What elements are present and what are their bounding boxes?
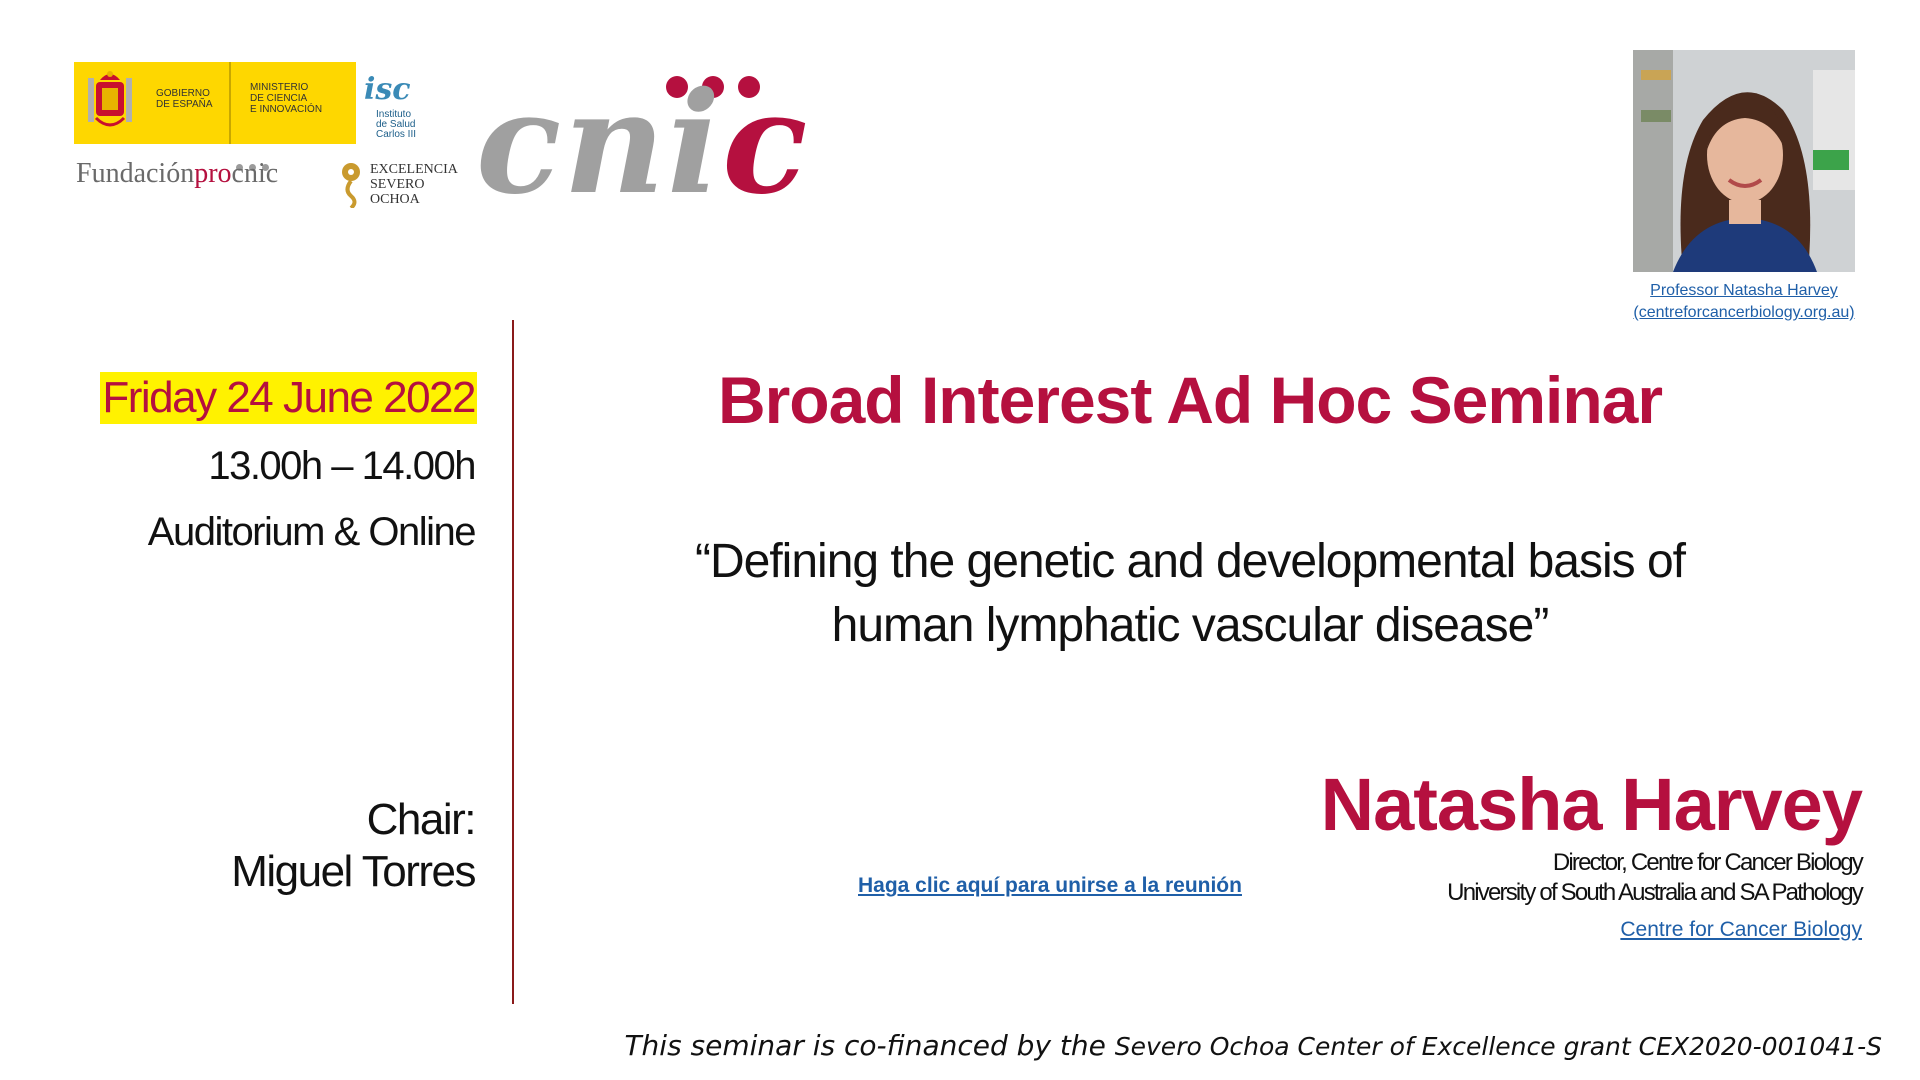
footer-text-part-1: This seminar is co-financed by the xyxy=(624,1029,1115,1062)
severo-ochoa-icon xyxy=(340,160,362,208)
speaker-photo xyxy=(1633,50,1855,272)
talk-title xyxy=(560,530,1820,658)
chair-label: Chair: xyxy=(366,795,475,844)
fundacion-procnic-logo xyxy=(76,158,278,190)
photo-caption-link[interactable]: Professor Natasha Harvey xyxy=(1650,282,1838,299)
excelencia-label: EXCELENCIA SEVERO OCHOA xyxy=(370,162,458,207)
logo-divider xyxy=(229,62,231,144)
isc-mark-icon: isc xyxy=(364,72,411,107)
cnic-label: cnic xyxy=(231,158,279,189)
photo-caption xyxy=(1600,280,1888,324)
spain-coat-of-arms-icon xyxy=(82,68,138,138)
vertical-divider xyxy=(512,320,514,1004)
gobierno-espana-logo xyxy=(74,62,356,144)
gobierno-label: GOBIERNO DE ESPAÑA xyxy=(156,88,213,110)
speaker-affiliation xyxy=(1447,848,1862,908)
pro-label: pro xyxy=(194,158,232,189)
excelencia-severo-ochoa-logo xyxy=(340,160,460,210)
instituto-salud-carlos-iii-logo xyxy=(362,72,432,150)
chair-name: Miguel Torres xyxy=(231,847,475,896)
event-location: Auditorium & Online xyxy=(147,510,475,554)
centre-for-cancer-biology-link[interactable]: Centre for Cancer Biology xyxy=(1620,918,1862,941)
isc-label: Instituto de Salud Carlos III xyxy=(376,109,417,140)
ministerio-label: MINISTERIO DE CIENCIA E INNOVACIÓN xyxy=(250,82,323,115)
join-meeting-link[interactable]: Haga clic aquí para unirse a la reunión xyxy=(858,874,1242,897)
talk-title-line-2: human lymphatic vascular disease” xyxy=(831,599,1549,652)
footer-text-part-2: Severo Ochoa Center of Excellence grant CEX2020-001041-S xyxy=(1114,1032,1882,1061)
funding-footer xyxy=(624,1028,1882,1065)
seminar-series-title: Broad Interest Ad Hoc Seminar xyxy=(717,363,1663,437)
fundacion-label: Fundación xyxy=(76,158,195,189)
speaker-portrait-icon xyxy=(1633,50,1855,272)
speaker-name: Natasha Harvey xyxy=(1320,763,1862,846)
cnic-wordmark: cnic xyxy=(476,62,810,226)
speaker-role-line-1: Director, Centre for Cancer Biology xyxy=(1552,849,1862,876)
event-time: 13.00h – 14.00h xyxy=(208,444,475,488)
event-date: Friday 24 June 2022 xyxy=(102,373,475,422)
speaker-role-line-2: University of South Australia and SA Pathology xyxy=(1447,879,1862,906)
cnic-logo xyxy=(476,60,836,226)
photo-source-link[interactable]: (centreforcancerbiology.org.au) xyxy=(1633,304,1855,321)
talk-title-line-1: “Defining the genetic and developmental basis of xyxy=(695,535,1685,588)
